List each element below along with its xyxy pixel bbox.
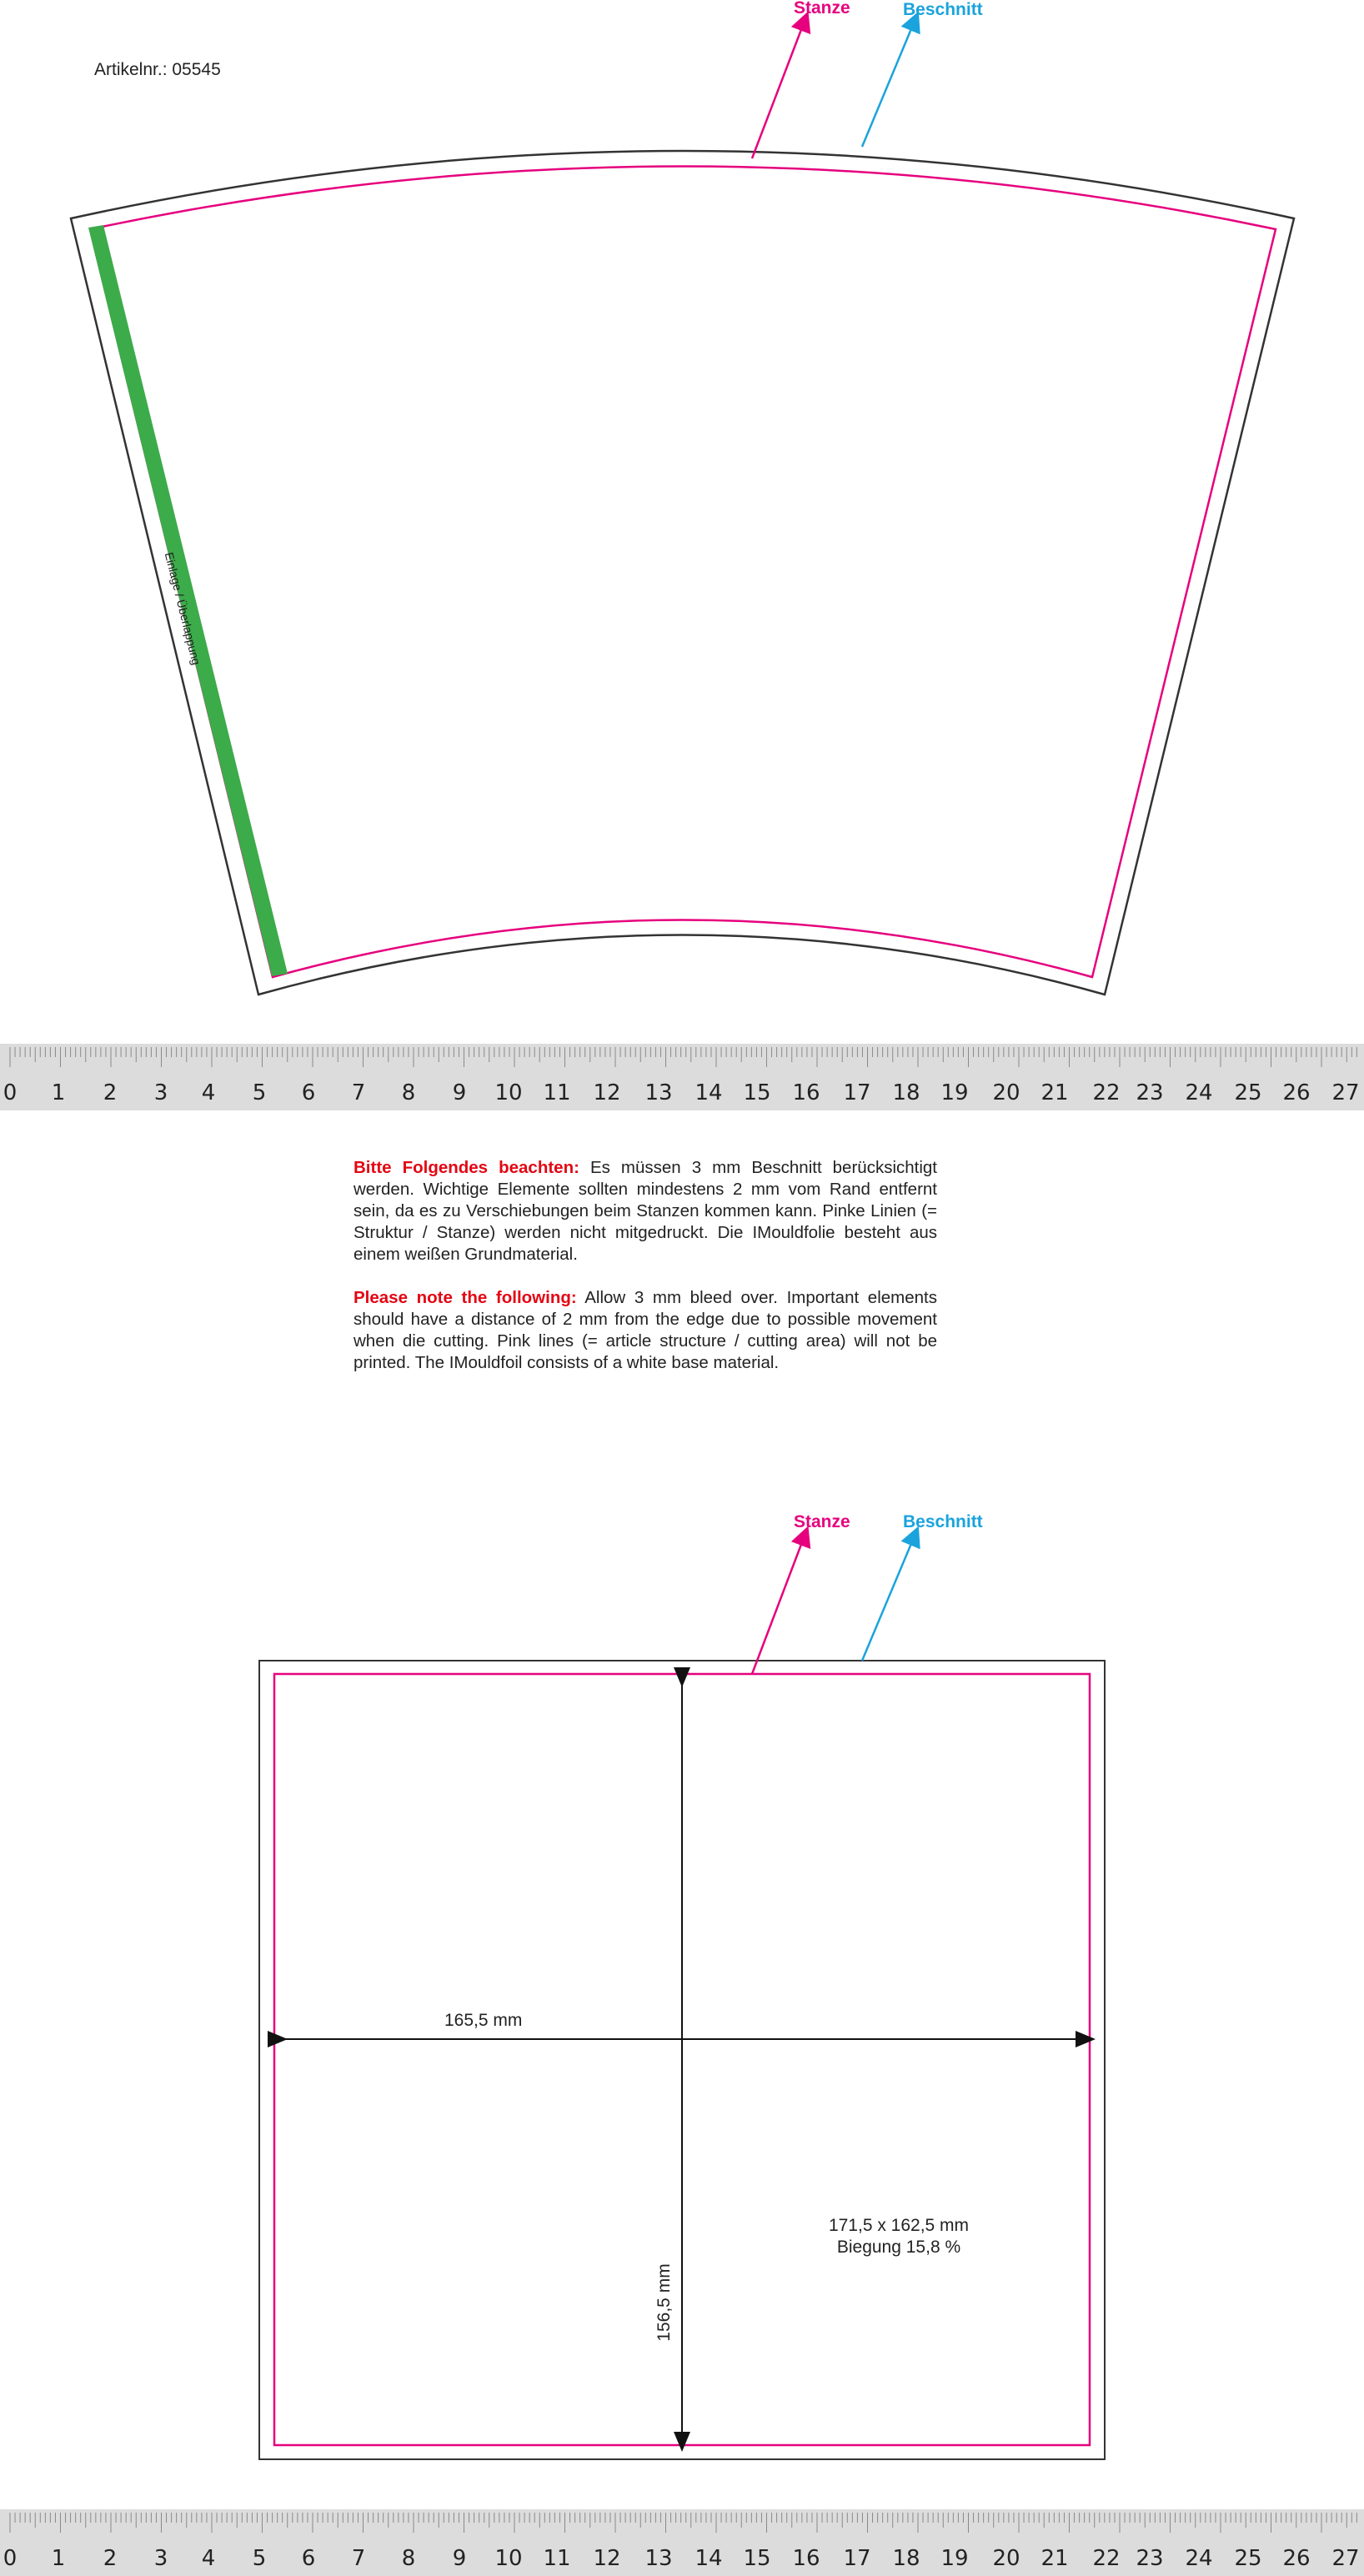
ruler-number: 0 [3,1080,18,1105]
ruler-number: 12 [593,2546,621,2571]
ruler-number: 19 [940,2546,969,2571]
width-dimension-label: 165,5 mm [444,2011,523,2030]
ruler-number: 11 [543,2546,571,2571]
bend-label: Biegung 15,8 % [836,2238,961,2257]
beschnitt-label-top: Beschnitt [903,0,983,19]
ruler-number: 8 [401,1080,416,1105]
overlap-strip [88,225,288,976]
height-dimension-label: 156,5 mm [654,2263,674,2342]
beschnitt-arrow [862,21,915,147]
ruler-number: 17 [843,1080,871,1105]
ruler-number: 23 [1136,2546,1164,2571]
stanze-arrow [752,21,805,158]
ruler-number: 21 [1041,1080,1069,1105]
ruler-number: 24 [1185,2546,1213,2571]
stanze-outline [90,167,1276,978]
ruler-number: 11 [543,1080,571,1105]
ruler-number: 3 [153,2546,168,2571]
ruler-number: 16 [792,1080,820,1105]
ruler-number: 4 [201,1080,216,1105]
ruler-number: 7 [351,2546,366,2571]
ruler-number: 8 [401,2546,416,2571]
stanze-label-top: Stanze [794,0,850,18]
article-number: Artikelnr.: 05545 [94,60,221,79]
ruler-number: 13 [644,2546,673,2571]
ruler-number: 20 [992,2546,1020,2571]
ruler-number: 18 [892,1080,920,1105]
ruler-number: 4 [201,2546,216,2571]
ruler-number: 10 [494,2546,523,2571]
ruler-number: 5 [252,1080,267,1105]
ruler-top [0,1044,1364,1110]
ruler-number: 6 [301,1080,316,1105]
beschnitt-arrow-bottom [862,1536,915,1661]
notes-english [354,1287,937,1374]
notes-english-text: Allow 3 mm bleed over. Important elements should have a distance of 2 mm from the edge due to possible movement when die cutting. Pink lines (= article structure / cutting area) will not be printed. The IMouldfoil consists of a white base material. [354,1288,937,1372]
flat-beschnitt-outline [259,1661,1105,2459]
size-label: 171,5 x 162,5 mm [828,2216,970,2235]
ruler-number: 15 [743,2546,771,2571]
ruler-number: 10 [494,1080,523,1105]
ruler-number: 7 [351,1080,366,1105]
notes-german [354,1157,937,1265]
overlap-label: Einlage / Überlappung [162,550,203,667]
ruler-number: 22 [1092,1080,1121,1105]
ruler-number: 18 [892,2546,920,2571]
cup-template-drawing [0,0,1364,1042]
ruler-number: 20 [992,1080,1020,1105]
ruler-number: 17 [843,2546,871,2571]
ruler-number: 25 [1234,1080,1262,1105]
ruler-number: 27 [1331,1080,1360,1105]
stanze-arrow-bottom [752,1536,805,1674]
ruler-number: 24 [1185,1080,1213,1105]
ruler-number: 26 [1282,2546,1311,2571]
notes-german-text: Es müssen 3 mm Beschnitt berücksichtigt werden. Wichtige Elemente sollten mindestens 2 mm vom Rand entfernt sein, da es zu Verschiebungen beim Stanzen kommen kann. Pinke Linien (= Struktur / Stanze) werden nicht mitgedruckt. Die IMouldfolie besteht aus einem weißen Grundmaterial. [354,1158,937,1264]
ruler-number: 19 [940,1080,969,1105]
ruler-number: 14 [695,1080,723,1105]
ruler-number: 5 [252,2546,267,2571]
ruler-number: 15 [743,1080,771,1105]
ruler-number: 26 [1282,1080,1311,1105]
ruler-number: 2 [103,1080,118,1105]
flat-stanze-outline [274,1674,1090,2445]
ruler-number: 1 [51,2546,66,2571]
ruler-number: 25 [1234,2546,1262,2571]
ruler-number: 12 [593,1080,621,1105]
ruler-number: 0 [3,2546,18,2571]
notes-german-heading: Bitte Folgendes beachten: [354,1158,579,1177]
ruler-number: 16 [792,2546,820,2571]
ruler-number: 6 [301,2546,316,2571]
ruler-number: 3 [153,1080,168,1105]
ruler-number: 9 [452,1080,467,1105]
notes-block [354,1157,937,1396]
ruler-ticks [0,2509,1364,2543]
notes-english-heading: Please note the following: [354,1288,577,1307]
stanze-label-bottom: Stanze [794,1512,850,1531]
ruler-number: 22 [1092,2546,1121,2571]
beschnitt-label-bottom: Beschnitt [903,1512,983,1531]
ruler-number: 2 [103,2546,118,2571]
ruler-ticks [0,1044,1364,1077]
ruler-number: 23 [1136,1080,1164,1105]
ruler-number: 14 [695,2546,723,2571]
ruler-number: 27 [1331,2546,1360,2571]
ruler-bottom [0,2509,1364,2576]
ruler-number: 21 [1041,2546,1069,2571]
ruler-number: 9 [452,2546,467,2571]
ruler-number: 1 [51,1080,66,1105]
ruler-number: 13 [644,1080,673,1105]
